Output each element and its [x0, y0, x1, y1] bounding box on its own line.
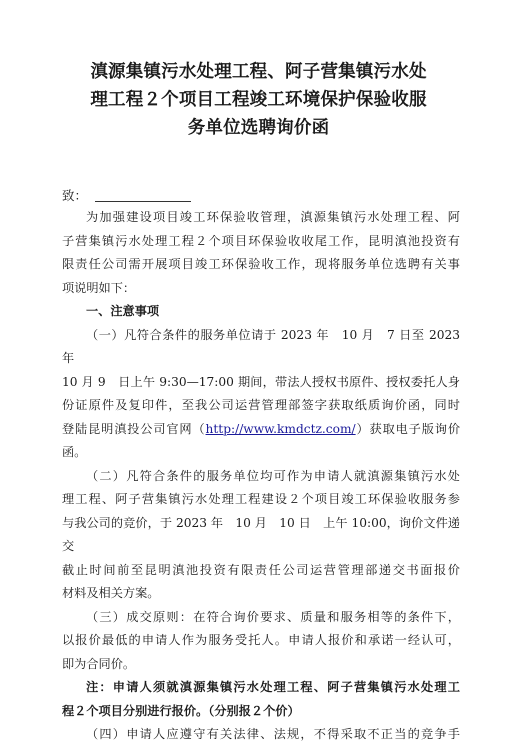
note-line: 注：申请人须就滇源集镇污水处理工程、阿子营集镇污水处理工	[86, 680, 460, 694]
item-3-paragraph	[62, 606, 460, 677]
item-3-line: 以报价最低的申请人作为服务受托人。申请人报价和承诺一经认可，	[62, 633, 460, 647]
recipient-blank	[95, 187, 191, 202]
document-body	[62, 206, 460, 747]
intro-line: 子营集镇污水处理工程２个项目环保验收收尾工作，昆明滇池投资有	[62, 233, 460, 248]
item-1-line	[62, 418, 460, 442]
title-line: 理工程２个项目工程竣工环境保护保验收服	[90, 90, 427, 110]
section-heading	[62, 300, 460, 324]
intro-paragraph	[62, 206, 460, 300]
item-1-line: （一）凡符合条件的服务单位请于 2023 年 10 月 7 日至 2023 年	[62, 327, 460, 365]
title-line: 滇源集镇污水处理工程、阿子营集镇污水处	[90, 62, 427, 82]
section-heading-text: 一、注意事项	[86, 304, 160, 318]
intro-line: 为加强建设项目竣工环保验收管理，滇源集镇污水处理工程、阿	[86, 210, 460, 224]
item-4-line: （四）申请人应遵守有关法律、法规，不得采取不正当的竞争手	[86, 727, 460, 741]
item-4-paragraph	[62, 723, 460, 747]
intro-line: 项说明如下：	[62, 280, 136, 295]
item-2-line: 截止时间前至昆明滇池投资有限责任公司运营管理部递交书面报价	[62, 562, 460, 577]
item-1-link-prefix: 登陆昆明滇投公司官网（	[62, 421, 206, 436]
item-3-line: 即为合同价。	[62, 656, 136, 671]
website-link[interactable]: http://www.kmdctz.com/	[205, 421, 356, 436]
item-1-line: 函。	[62, 445, 87, 459]
item-3-line: （三）成交原则：在符合询价要求、质量和服务相等的条件下，	[86, 609, 460, 624]
item-2-line: 理工程、阿子营集镇污水处理工程建设２个项目竣工环保验收服务参	[62, 492, 460, 506]
salutation-prefix: 致：	[62, 188, 88, 203]
document-title	[40, 58, 477, 142]
intro-line: 限责任公司需开展项目竣工环保验收工作，现将服务单位选聘有关事	[62, 257, 460, 271]
item-1-paragraph	[62, 324, 460, 465]
item-1-line: 份证原件及复印件，至我公司运营管理部签字获取纸质询价函，同时	[62, 398, 460, 412]
item-2-line: 与我公司的竞价，于 2023 年 10 月 10 日 上午 10:00，询价文件递交	[62, 515, 460, 553]
note-line: 程２个项目分别进行报价。（分别报２个价）	[62, 703, 300, 718]
item-2-line: 材料及相关方案。	[62, 586, 160, 600]
title-line: 务单位选聘询价函	[187, 118, 330, 138]
item-1-link-suffix: ）获取电子版询价	[355, 421, 461, 436]
salutation	[62, 187, 191, 205]
item-1-line: 10 月 9 日上午 9:30—17:00 期间，带法人授权书原件、授权委托人身	[62, 374, 460, 389]
item-2-line: （二）凡符合条件的服务单位均可作为申请人就滇源集镇污水处	[86, 468, 460, 483]
item-2-paragraph	[62, 465, 460, 606]
